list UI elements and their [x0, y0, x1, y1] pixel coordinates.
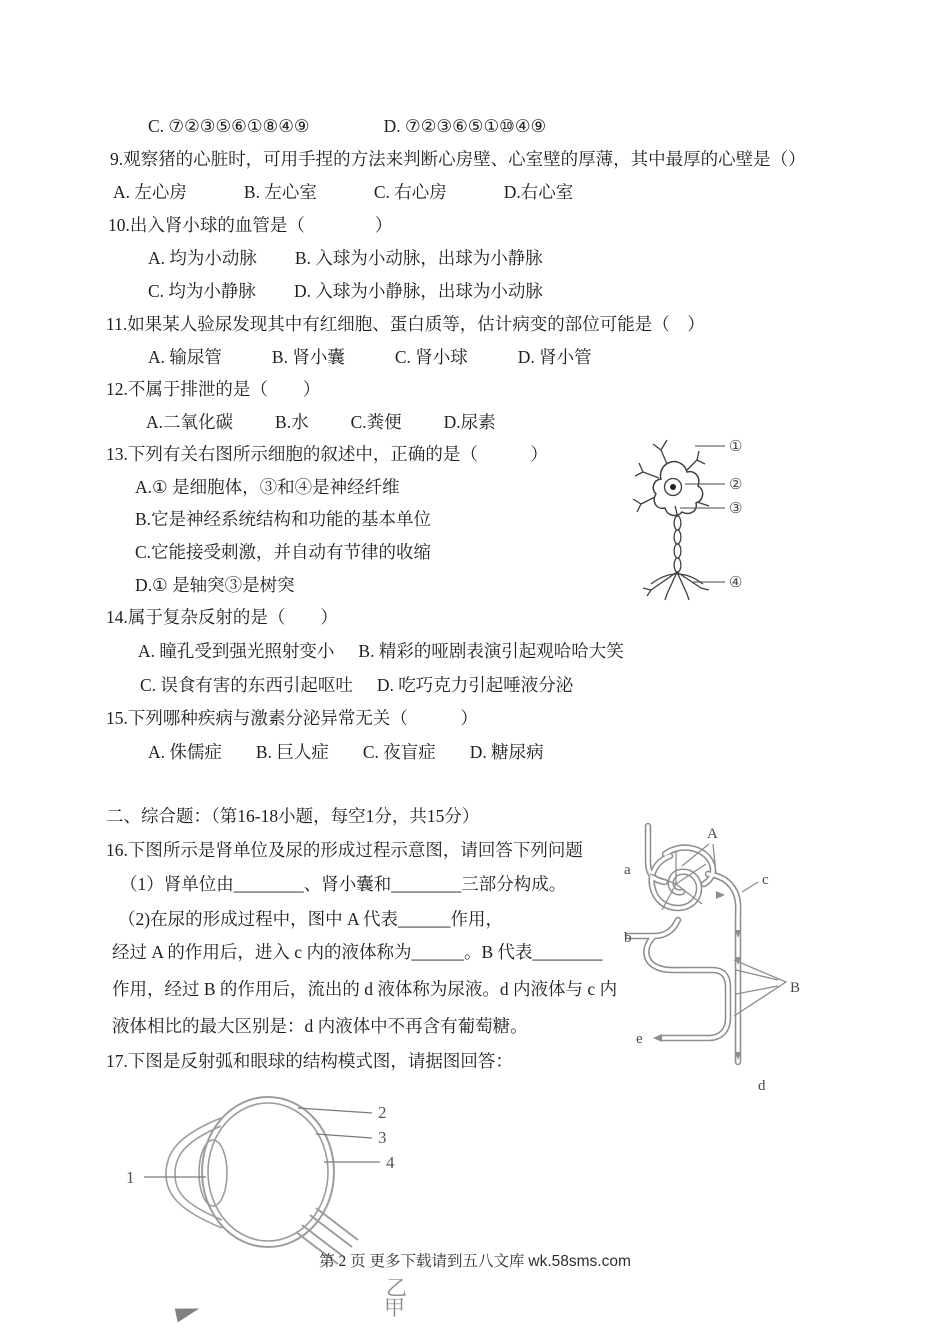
cutoff-label-jia: 甲	[384, 1296, 405, 1320]
neuron-label-2: ②	[729, 477, 743, 493]
q14-option-c: C. 误食有害的东西引起呕吐	[140, 675, 353, 695]
q9-option-d: D.右心室	[503, 182, 574, 202]
q10-text: 10.出入肾小球的血管是（ ）	[108, 215, 393, 235]
neuron-label-1: ①	[729, 439, 743, 455]
eye-drawing	[118, 1082, 418, 1267]
nephron-label-e: e	[636, 1031, 643, 1047]
q10-option-d: D. 入球为小静脉，出球为小动脉	[293, 281, 543, 301]
q9-option-b: B. 左心室	[243, 182, 317, 202]
q16-part2: （2)在尿的形成过程中，图中 A 代表______作用，	[118, 909, 503, 929]
q14-options-row1	[138, 641, 624, 662]
q12-text: 12.不属于排泄的是（ ）	[106, 379, 321, 399]
q13-option-c: C.它能接受刺激，并自动有节律的收缩	[135, 542, 432, 562]
q10-options-row2	[148, 281, 543, 302]
nephron-label-d: d	[758, 1078, 766, 1094]
q9-option-a: A. 左心房	[113, 182, 187, 202]
q16-part2-line2: 经过 A 的作用后，进入 c 内的液体称为______。B 代表________	[112, 942, 603, 962]
q11-option-c: C. 肾小球	[394, 347, 468, 367]
q15-option-d: D. 糖尿病	[469, 742, 544, 762]
q12-option-b: B.水	[275, 412, 309, 432]
q11-option-b: B. 肾小囊	[271, 347, 345, 367]
neuron-diagram	[625, 432, 760, 607]
q9-text: 9.观察猪的心脏时，可用手捏的方法来判断心房壁、心室壁的厚薄，其中最厚的心壁是（）	[110, 149, 806, 169]
q16-part2-line3: 作用，经过 B 的作用后，流出的 d 液体称为尿液。d 内液体与 c 内	[112, 979, 618, 999]
neuron-drawing	[625, 432, 760, 607]
q13-option-d: D.① 是轴突③是树突	[135, 575, 295, 595]
eye-label-2: 2	[378, 1103, 387, 1122]
q15-option-b: B. 巨人症	[255, 742, 329, 762]
q9-option-c: C. 右心房	[373, 182, 447, 202]
q16-text: 16.下图所示是肾单位及尿的形成过程示意图，请回答下列问题	[106, 840, 583, 860]
nephron-diagram	[610, 812, 815, 1102]
q10-option-a: A. 均为小动脉	[148, 248, 257, 268]
q9-options	[113, 182, 573, 203]
q11-text: 11.如果某人验尿发现其中有红细胞、蛋白质等，估计病变的部位可能是（ ）	[106, 314, 705, 334]
neuron-label-4: ④	[729, 575, 743, 591]
eye-diagram	[118, 1082, 418, 1267]
q11-option-a: A. 输尿管	[148, 347, 222, 367]
q13-text: 13.下列有关右图所示细胞的叙述中，正确的是（ ）	[106, 444, 548, 464]
cutoff-label-yi: 乙	[386, 1276, 407, 1300]
nephron-label-c: c	[762, 872, 769, 888]
q14-option-d: D. 吃巧克力引起唾液分泌	[376, 675, 574, 695]
footer-page-text: 第 2 页 更多下载请到五八文库	[319, 1253, 529, 1270]
section2-heading: 二、综合题：（第16-18小题，每空1分，共15分）	[106, 806, 480, 826]
eye-label-1: 1	[126, 1168, 135, 1187]
nephron-label-B: B	[790, 980, 801, 996]
q10-option-c: C. 均为小静脉	[148, 281, 256, 301]
q15-options	[148, 742, 544, 763]
q12-option-d: D.尿素	[443, 412, 496, 432]
q14-option-b: B. 精彩的哑剧表演引起观哈哈大笑	[358, 641, 624, 661]
q8-options-cd	[148, 116, 546, 137]
q13-option-b: B.它是神经系统结构和功能的基本单位	[135, 509, 432, 529]
nephron-label-a: a	[624, 862, 631, 878]
q15-text: 15.下列哪种疾病与激素分泌异常无关（ ）	[106, 708, 478, 728]
q14-options-row2	[140, 675, 573, 696]
q17-text: 17.下图是反射弧和眼球的结构模式图，请据图回答：	[106, 1051, 513, 1071]
nephron-label-A: A	[707, 826, 718, 842]
footer-url: wk.58sms.com	[528, 1253, 631, 1270]
q10-option-b: B. 入球为小动脉，出球为小静脉	[294, 248, 543, 268]
q12-options	[146, 412, 496, 433]
eye-label-4: 4	[386, 1153, 395, 1172]
q15-option-a: A. 侏儒症	[148, 742, 222, 762]
q12-option-a: A.二氧化碳	[146, 412, 234, 432]
q11-option-d: D. 肾小管	[517, 347, 592, 367]
q11-options	[148, 347, 592, 368]
q10-options-row1	[148, 248, 543, 269]
q16-part2-line4: 液体相比的最大区别是：d 内液体中不再含有葡萄糖。	[112, 1016, 528, 1036]
neuron-label-3: ③	[729, 501, 743, 517]
nephron-drawing	[610, 812, 815, 1102]
eye-label-3: 3	[378, 1128, 387, 1147]
q16-part1: （1）肾单位由________、肾小囊和________三部分构成。	[120, 874, 567, 894]
q12-option-c: C.粪便	[350, 412, 402, 432]
q15-option-c: C. 夜盲症	[362, 742, 436, 762]
q8-option-c: C. ⑦②③⑤⑥①⑧④⑨	[148, 116, 310, 136]
nephron-label-b: b	[624, 930, 632, 946]
q14-text: 14.属于复杂反射的是（ ）	[106, 607, 338, 627]
page-footer	[0, 1249, 950, 1271]
q14-option-a: A. 瞳孔受到强光照射变小	[138, 641, 335, 661]
scan-artifact-triangle	[175, 1304, 201, 1323]
q13-option-a: A.① 是细胞体，③和④是神经纤维	[135, 477, 400, 497]
q8-option-d: D. ⑦②③⑥⑤①⑩④⑨	[383, 116, 547, 136]
